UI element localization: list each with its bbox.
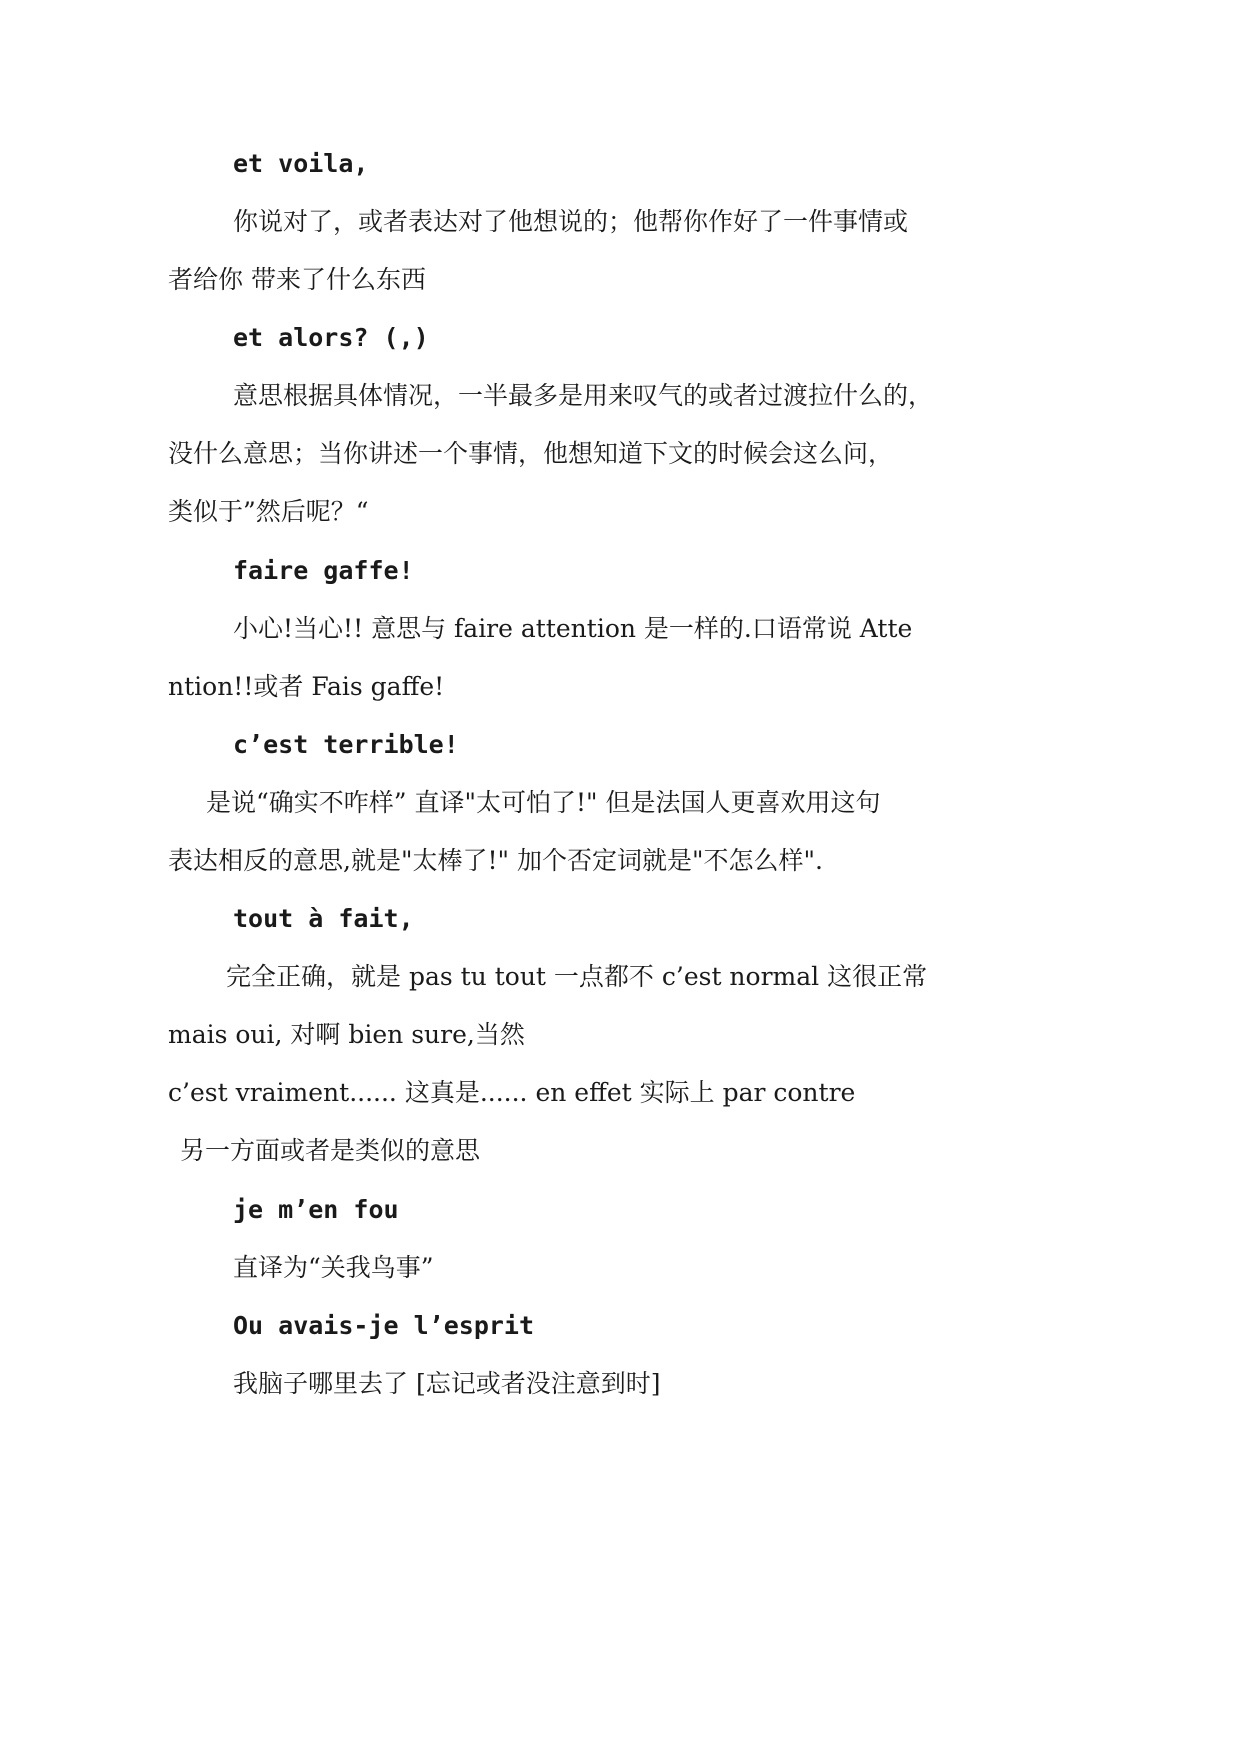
explanation-line: 者给你 带来了什么东西 [168,265,426,294]
phrase-ou-avais-je-lesprit: Ou avais-je l’esprit [233,1311,535,1340]
explanation-line: 你说对了，或者表达对了他想说的；他帮你作好了一件事情或 [233,207,909,236]
phrase-je-men-fou: je m’en fou [233,1195,399,1224]
phrase-faire-gaffe: faire gaffe! [233,556,414,585]
explanation-line: 我脑子哪里去了 [忘记或者没注意到时] [233,1369,661,1398]
explanation-line: 类似于”然后呢？“ [168,497,369,526]
phrase-et-voila: et voila, [233,149,369,178]
phrase-et-alors: et alors? (,) [233,323,429,352]
explanation-line: c’est vraiment...... 这真是...... en effet 实际上 par contre [168,1078,856,1107]
explanation-line: 没什么意思；当你讲述一个事情，他想知道下文的时候会这么问， [168,439,894,468]
explanation-line: 小心!当心!! 意思与 faire attention 是一样的.口语常说 Atte [233,614,913,643]
explanation-line: 表达相反的意思,就是"太棒了!" 加个否定词就是"不怎么样". [168,846,823,875]
explanation-line: 另一方面或者是类似的意思 [180,1136,481,1165]
phrase-tout-a-fait: tout à fait, [233,904,414,933]
phrase-cest-terrible: c’est terrible! [233,730,459,759]
explanation-line: mais oui, 对啊 bien sure,当然 [168,1020,525,1049]
explanation-line: 完全正确，就是 pas tu tout 一点都不 c’est normal 这很正常 [226,962,928,991]
explanation-line: ntion!!或者 Fais gaffe! [168,672,445,701]
explanation-line: 直译为“关我鸟事” [233,1253,434,1282]
explanation-line: 意思根据具体情况，一半最多是用来叹气的或者过渡拉什么的， [233,381,934,410]
explanation-line: 是说“确实不咋样” 直译"太可怕了!" 但是法国人更喜欢用这句 [206,788,881,817]
